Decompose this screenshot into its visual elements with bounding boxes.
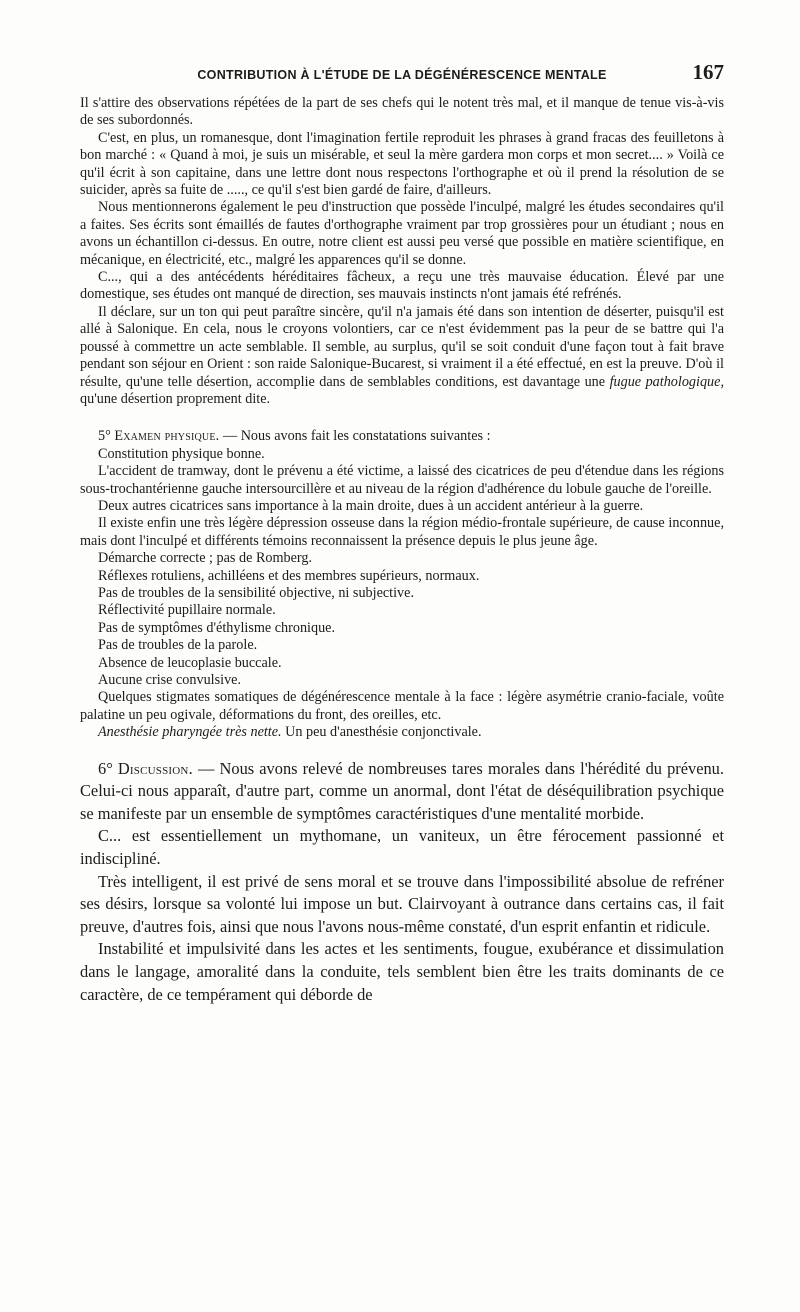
observations-section [80, 95, 724, 408]
running-title: CONTRIBUTION À L'ÉTUDE DE LA DÉGÉNÉRESCENCE MENTALE [197, 68, 607, 82]
exam-item: Pas de troubles de la parole. [98, 637, 258, 654]
exam-item: Il existe enfin une très légère dépression osseuse dans la région médio-frontale supérieure, de cause inconnue, mais dont l'inculpé et différents témoins reconnaissent la présence depuis le plus jeune âge. [80, 515, 724, 549]
italic-term: fugue pathologique, [609, 373, 724, 390]
section-title: Discussion. [117, 758, 193, 778]
page-number: 167 [692, 60, 724, 84]
exam-item: Deux autres cicatrices sans importance à la main droite, dues à un accident antérieur à la guerre. [98, 497, 644, 514]
exam-item-text: Un peu d'anesthésie conjonctivale. [281, 724, 482, 741]
section-intro: — Nous avons relevé de nombreuses tares morales dans l'hérédité du prévenu. Celui-ci nous apparaît, d'autre part, comme un anormal, dont l'état de déséquilibration psychique se manifeste par un ensemble de symptômes caractéristiques d'une mentalité morbide. [80, 758, 724, 823]
paragraph: Instabilité et impulsivité dans les actes et les sentiments, fougue, exubérance et dissimulation dans le langage, amoralité dans la conduite, tels semblent bien être les traits dominants de ce caractère, de ce tempérament qui déborde de [80, 939, 724, 1004]
paragraph: Nous mentionnerons également le peu d'instruction que possède l'inculpé, malgré les études secondaires qu'il a faites. Ses écrits sont émaillés de fautes d'orthographe vraiment par trop grossières pour un étudiant ; nous en avons un échantillon ci-dessus. En outre, notre client est aussi peu versé que possible en matière scientifique, en mécanique, en électricité, etc., malgré les apparences qu'il se donne. [80, 199, 724, 268]
section-title: Examen physique. [114, 428, 220, 445]
section-heading [80, 758, 724, 826]
paragraph: Il s'attire des observations répétées de la part de ses chefs qui le notent très mal, et il manque de tenue vis-à-vis de ses subordonnés. [80, 95, 724, 129]
section-intro: — Nous avons fait les constatations suivantes : [219, 428, 491, 445]
exam-item: Constitution physique bonne. [98, 445, 265, 462]
paragraph-text: Il déclare, sur un ton qui peut paraître sincère, qu'il n'a jamais été dans son intention de déserter, puisqu'il est allé à Salonique. En cela, nous le croyons volontiers, car ce n'est évidemment pas la peur de se battre qui l'a poussé à commettre un acte semblable. Il semble, au surplus, qu'il se soit conduit d'une façon tout à fait brave pendant son séjour en Orient : son raide Salonique-Bucarest, si vraiment il a été effectué, en est la preuve. D'où il résulte, qu'une telle désertion, accomplie dans de semblables conditions, est davantage une [80, 303, 724, 390]
section-heading [80, 428, 724, 445]
exam-item: Démarche correcte ; pas de Romberg. [98, 550, 313, 567]
paragraph-text: qu'une désertion proprement dite. [80, 390, 271, 407]
page-body [80, 95, 724, 1006]
spacer [80, 742, 724, 758]
paragraph [80, 304, 724, 408]
italic-term: Anesthésie pharyngée très nette. [98, 724, 282, 741]
paragraph: C'est, en plus, un romanesque, dont l'imagination fertile reproduit les phrases à grand fracas des feuilletons à bon marché : « Quand à moi, je suis un misérable, et seul la mère gardera mon corps et mon secret.... » Voilà ce qu'il écrit à son capitaine, dans une lettre dont nous respectons l'orthographe et où il prend la résolution de se suicider, après sa fuite de ....., ce qu'il s'est bien gardé de faire, d'ailleurs. [80, 129, 724, 199]
exam-item: Réflectivité pupillaire normale. [98, 602, 276, 619]
paragraph: C..., qui a des antécédents héréditaires fâcheux, a reçu une très mauvaise éducation. Élevé par une domestique, ses études ont manqué de direction, ses mauvais instincts n'ont jamais été refrénés. [80, 269, 724, 303]
exam-item: Quelques stigmates somatiques de dégénérescence mentale à la face : légère asymétrie cranio-faciale, voûte palatine un peu ogivale, déformations du front, des oreilles, etc. [80, 689, 724, 723]
exam-item: Réflexes rotuliens, achilléens et des membres supérieurs, normaux. [98, 567, 480, 584]
section-number: 6° [98, 758, 113, 778]
exam-item: Aucune crise convulsive. [98, 672, 242, 688]
discussion-section [80, 758, 724, 1007]
running-head [80, 60, 724, 86]
exam-item [80, 724, 724, 741]
spacer [80, 408, 724, 428]
exam-item: Pas de symptômes d'éthylisme chronique. [98, 619, 336, 636]
paragraph: Très intelligent, il est privé de sens moral et se trouve dans l'impossibilité absolue de refréner ses désirs, lorsque sa volonté lui impose un but. Clairvoyant à outrance dans certains cas, il fait preuve, d'autres fois, ainsi que nous l'avons nous-même constaté, d'un esprit enfantin et ridicule. [80, 871, 724, 936]
paragraph: C... est essentiellement un mythomane, un vaniteux, un être férocement passionné et indiscipliné. [80, 826, 724, 868]
exam-item: L'accident de tramway, dont le prévenu a été victime, a laissé des cicatrices de peu d'étendue dans les régions sous-trochantérienne gauche intersourcillère et au niveau de la région d'adhérence du lobule gauche de l'oreille. [80, 463, 724, 497]
exam-item: Absence de leucoplasie buccale. [98, 654, 282, 671]
exam-item: Pas de troubles de la sensibilité objective, ni subjective. [98, 584, 414, 601]
section-number: 5° [98, 428, 111, 445]
physical-exam-section [80, 428, 724, 741]
